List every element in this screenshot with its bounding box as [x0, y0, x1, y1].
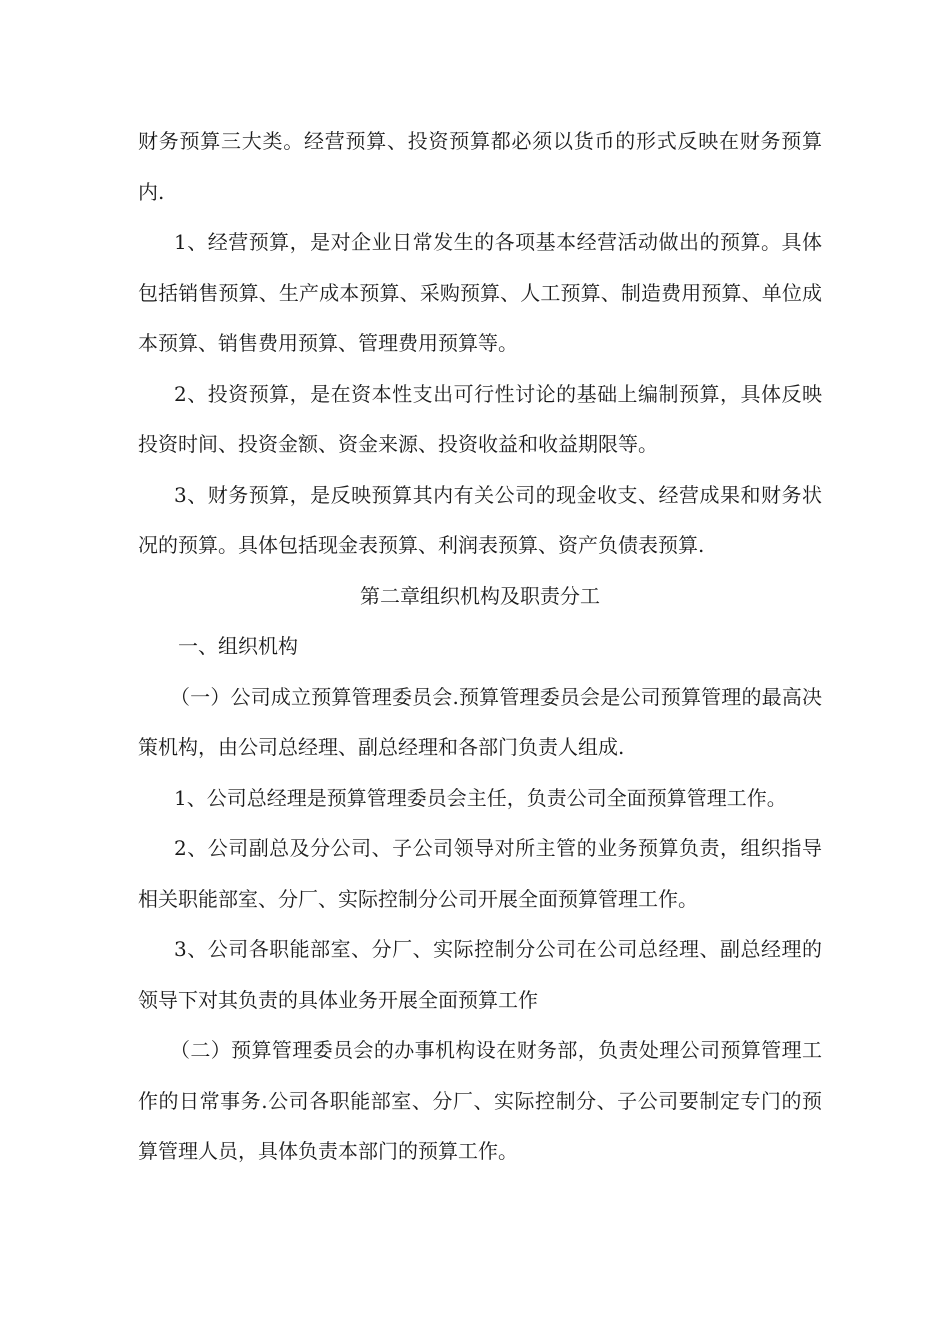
chapter-heading: 第二章组织机构及职责分工	[360, 583, 600, 608]
paragraph-departments: 3、公司各职能部室、分厂、实际控制分公司在公司总经理、副总经理的领导下对其负责的具体业务开展全面预算工作	[138, 937, 822, 1012]
paragraph-general-manager: 1、公司总经理是预算管理委员会主任，负责公司全面预算管理工作。	[174, 785, 787, 810]
paragraph-committee: （一）公司成立预算管理委员会.预算管理委员会是公司预算管理的最高决策机构，由公司总经理、副总经理和各部门负责人组成.	[138, 684, 822, 759]
paragraph-financial-budget: 3、财务预算，是反映预算其内有关公司的现金收支、经营成果和财务状况的预算。具体包括现金表预算、利润表预算、资产负债表预算.	[138, 482, 822, 557]
paragraph-office: （二）预算管理委员会的办事机构设在财务部，负责处理公司预算管理工作的日常事务.公司各职能部室、分厂、实际控制分、子公司要制定专门的预算管理人员，具体负责本部门的预算工作。	[138, 1038, 822, 1163]
paragraph-investment-budget: 2、投资预算，是在资本性支出可行性讨论的基础上编制预算，具体反映投资时间、投资金额、资金来源、投资收益和收益期限等。	[138, 381, 822, 456]
paragraph-operating-budget: 1、经营预算，是对企业日常发生的各项基本经营活动做出的预算。具体包括销售预算、生产成本预算、采购预算、人工预算、制造费用预算、单位成本预算、销售费用预算、管理费用预算等。	[138, 230, 822, 355]
section-heading: 一、组织机构	[178, 634, 298, 658]
document-body	[138, 116, 822, 1177]
paragraph-budget-categories: 财务预算三大类。经营预算、投资预算都必须以货币的形式反映在财务预算内.	[138, 129, 822, 204]
paragraph-deputy-leaders: 2、公司副总及分公司、子公司领导对所主管的业务预算负责，组织指导相关职能部室、分厂、实际控制分公司开展全面预算管理工作。	[138, 836, 822, 911]
